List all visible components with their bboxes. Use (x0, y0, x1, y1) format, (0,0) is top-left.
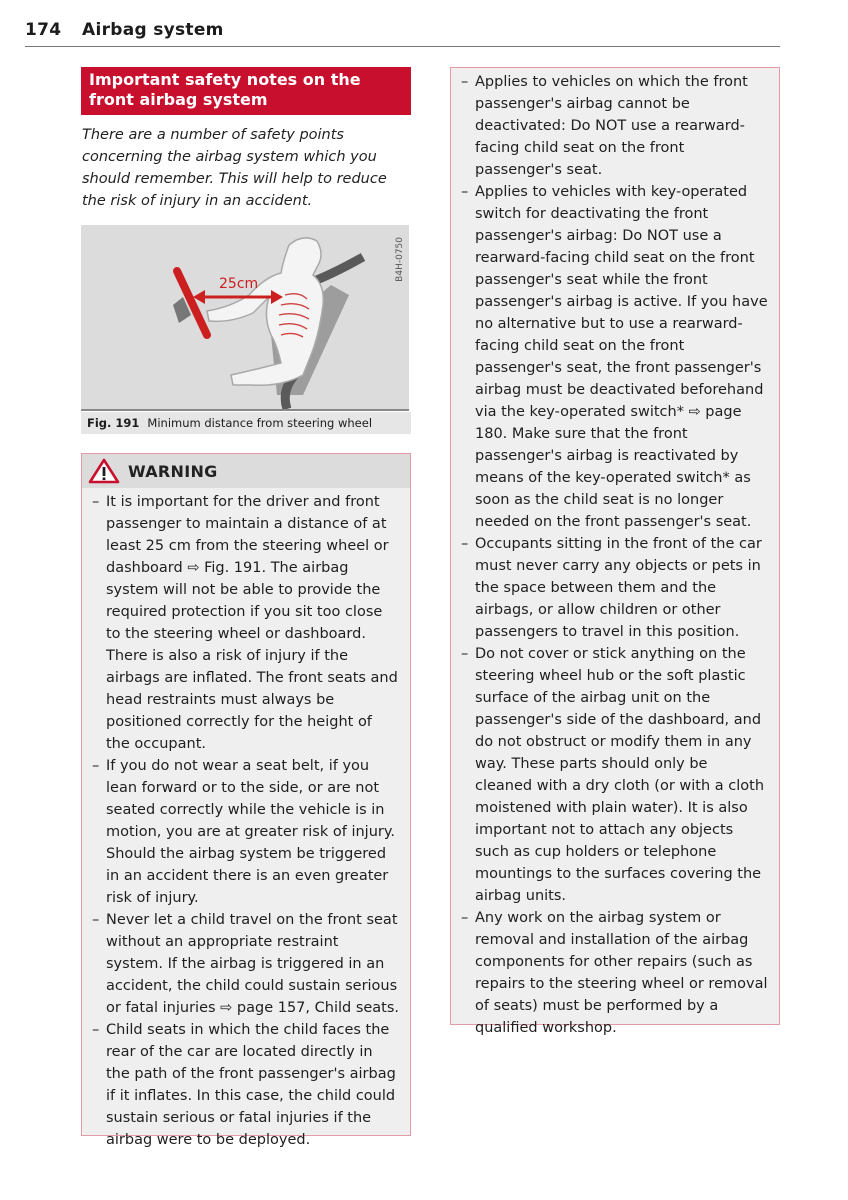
occupant-outline (207, 238, 323, 385)
section-intro: There are a number of safety points concerning the airbag system which you should remember. This will help to reduce the risk of injury in an accident. (82, 127, 387, 209)
page-number: 174 (25, 20, 62, 40)
warning-header (82, 454, 410, 488)
distance-label: 25cm (219, 276, 259, 292)
warning-continuation-box (450, 67, 780, 1036)
figure-caption (81, 412, 411, 434)
list-item: – Never let a child travel on the front seat without an appropriate restraint system. If the airbag is triggered in an accident, the child could sustain serious or fatal injuries ⇨ page 157, Child seats. (92, 909, 400, 1019)
figure-191 (81, 225, 411, 434)
list-item: – If you do not wear a seat belt, if you lean forward or to the side, or are not seated correctly while the vehicle is in motion, you are at greater risk of injury. Should the airbag system be triggered in an accident there is an even greater risk of injury. (92, 755, 400, 909)
section-heading: Important safety notes on the front airbag system (81, 67, 411, 115)
warning-box (81, 453, 411, 1148)
figure-caption-text: Minimum distance from steering wheel (147, 416, 373, 430)
continuation-list (451, 68, 779, 1039)
warning-triangle-icon (88, 458, 120, 484)
chapter-title: Airbag system (82, 20, 224, 40)
list-item: – Child seats in which the child faces the rear of the car are located directly in the path of the front passenger's airbag if it inflates. In this case, the child could sustain serious or fatal injuries if the airbag were to be deployed. (92, 1019, 400, 1151)
list-item: – Any work on the airbag system or removal and installation of the airbag components for other repairs (such as repairs to the steering wheel or removal of seats) must be performed by a qualified workshop. (461, 907, 769, 1039)
list-item: – It is important for the driver and front passenger to maintain a distance of at least 25 cm from the steering wheel or dashboard ⇨ Fig. 191. The airbag system will not be able to provide the required protection if you sit too close to the steering wheel or dashboard. There is also a risk of injury if the airbags are inflated. The front seats and head restraints must always be positioned correctly for the height of the occupant. (92, 491, 400, 755)
warning-title: WARNING (128, 461, 218, 481)
list-item: – Occupants sitting in the front of the car must never carry any objects or pets in the space between them and the airbags, or allow children or other passengers to travel in this position. (461, 533, 769, 643)
seating-illustration (81, 225, 409, 411)
driver-seating-diagram (81, 225, 409, 409)
left-column (81, 67, 411, 212)
list-item: – Do not cover or stick anything on the steering wheel hub or the soft plastic surface of the airbag unit on the passenger's side of the dashboard, and do not obstruct or modify them in any way. These parts should only be cleaned with a dry cloth (or with a cloth moistened with plain water). It is also important not to attach any objects such as cup holders or telephone mountings to the surfaces covering the airbag units. (461, 643, 769, 907)
warning-list (82, 488, 410, 1151)
page-header (25, 20, 780, 47)
list-item: – Applies to vehicles with key-operated switch for deactivating the front passenger's airbag: Do NOT use a rearward-facing child seat on the front passenger's seat while the front passenger's airbag is active. If you have no alternative but to use a rearward-facing child seat on the front passenger's seat, the front passenger's airbag must be deactivated beforehand via the key-operated switch* ⇨ page 180. Make sure that the front passenger's airbag is reactivated by means of the key-operated switch* as soon as the child seat is no longer needed on the front passenger's seat. (461, 181, 769, 533)
figure-caption-label: Fig. 191 (87, 416, 140, 430)
list-item: – Applies to vehicles on which the front passenger's airbag cannot be deactivated: Do NOT use a rearward-facing child seat on the front passenger's seat. (461, 71, 769, 181)
figure-code: B4H-0750 (395, 237, 405, 282)
